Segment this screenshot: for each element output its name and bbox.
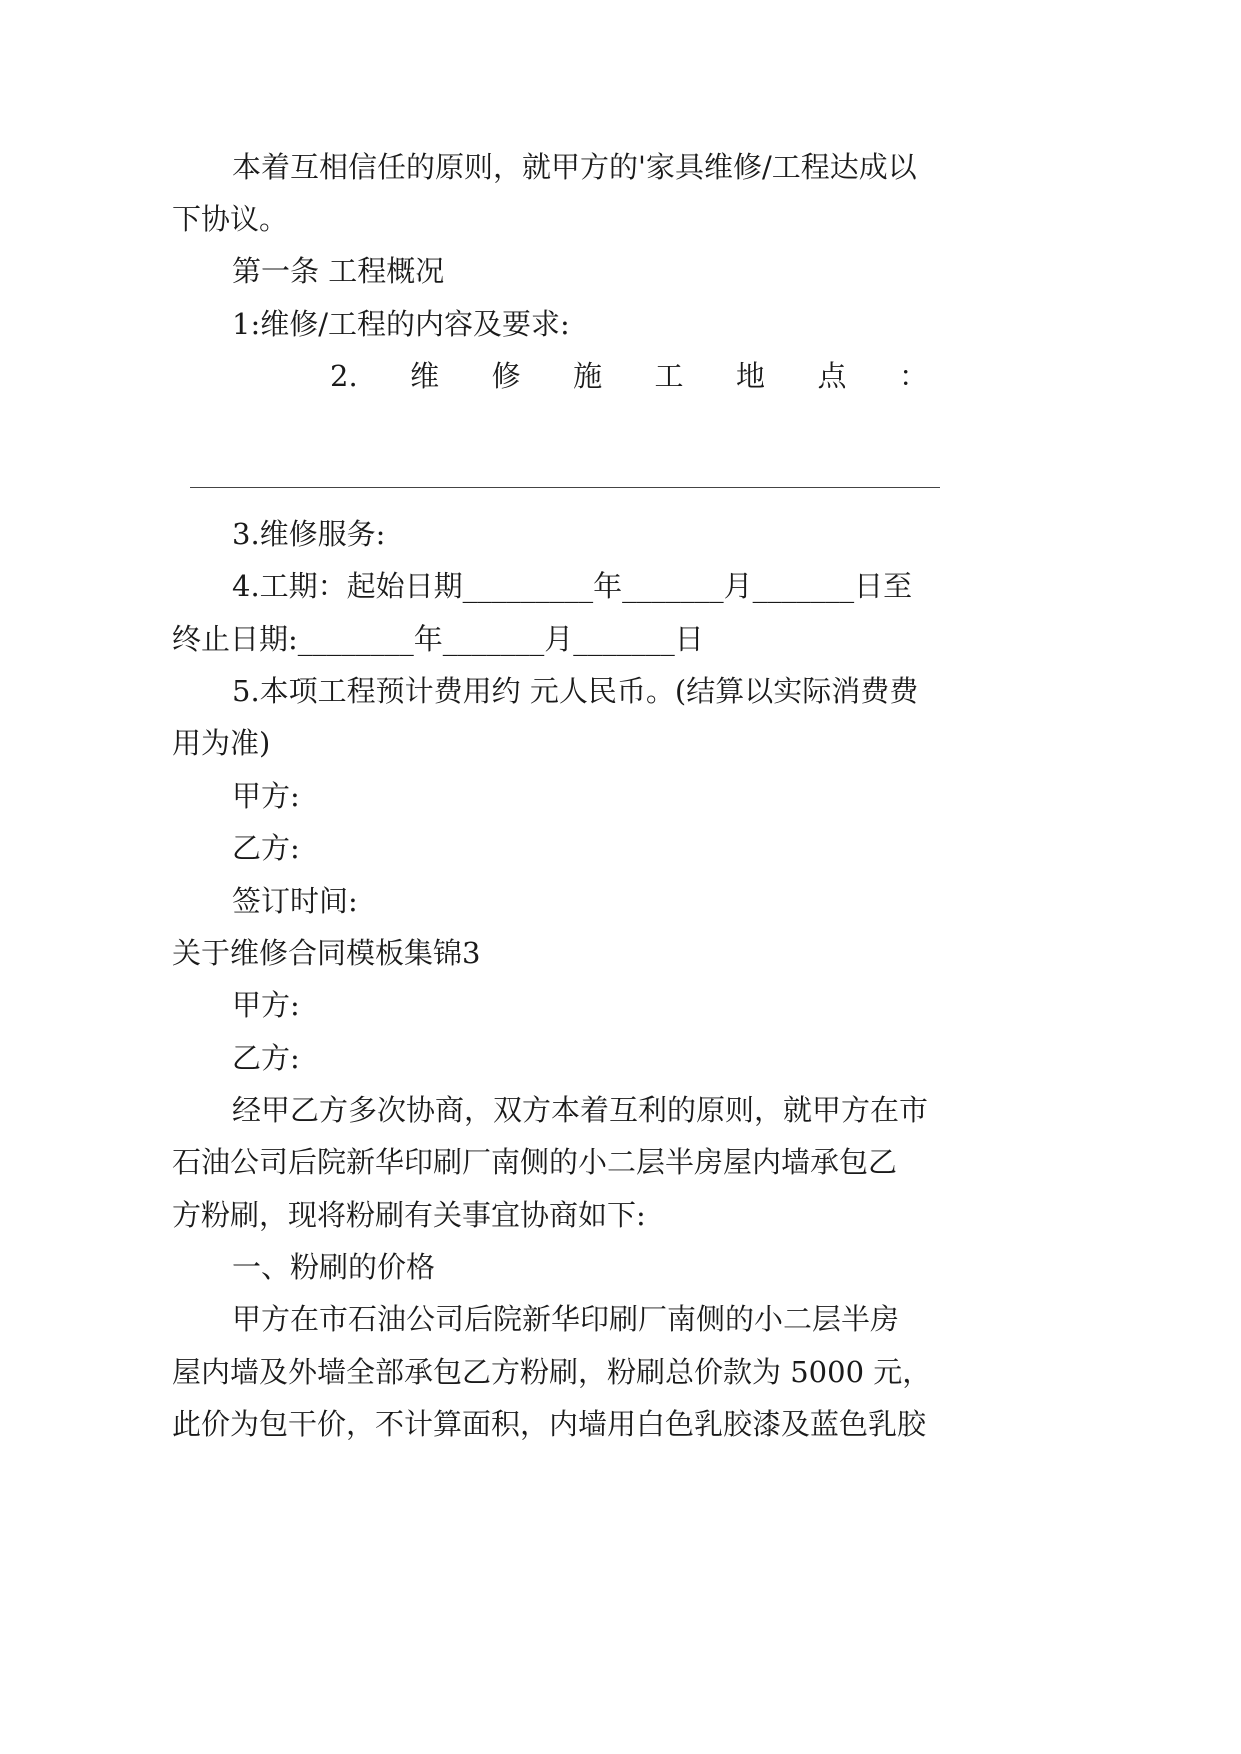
- article-heading: [0, 242, 1241, 300]
- char: 施: [573, 359, 603, 393]
- party-b-label-2: [0, 1029, 1241, 1087]
- text: 经甲乙方多次协商，双方本着互利的原则，就甲方在市: [232, 1093, 929, 1127]
- text: 1:维修/工程的内容及要求:: [232, 307, 570, 341]
- text: 用为准): [172, 726, 271, 760]
- text: 下协议。: [172, 202, 289, 236]
- text: 此价为包干价，不计算面积，内墙用白色乳胶漆及蓝色乳胶: [172, 1407, 927, 1441]
- text: 甲方在市石油公司后院新华印刷厂南侧的小二层半房: [232, 1302, 900, 1336]
- text: 5.本项工程预计费用约 元人民币。(结算以实际消费费: [232, 674, 919, 708]
- paragraph-2-line-3: [0, 1186, 1241, 1244]
- item-2-justified: [330, 347, 928, 405]
- text: 签订时间:: [232, 884, 358, 918]
- item-4-line-2: [0, 610, 1241, 668]
- paragraph-2-line-1: [0, 1081, 1241, 1139]
- text: 乙方:: [232, 1041, 300, 1075]
- fill-in-underline: [190, 487, 940, 488]
- char: ：: [898, 359, 928, 393]
- text: 第一条 工程概况: [232, 254, 445, 288]
- text: 终止日期:________年_______月_______日: [172, 622, 704, 656]
- text: 3.维修服务:: [232, 517, 386, 551]
- paragraph-3-line-1: [0, 1290, 1241, 1348]
- paragraph-3-line-2: [0, 1343, 1241, 1401]
- text: 乙方:: [232, 831, 300, 865]
- section-title: [0, 924, 1241, 982]
- char: 2.: [330, 359, 358, 393]
- item-5-line-1: [0, 662, 1241, 720]
- party-a-label-2: [0, 976, 1241, 1034]
- item-2: [0, 347, 1241, 405]
- sign-time-label: [0, 872, 1241, 930]
- paragraph-intro-line-2: [0, 190, 1241, 248]
- heading-price: [0, 1238, 1241, 1296]
- text: 本着互相信任的原则，就甲方的'家具维修/工程达成以: [232, 150, 917, 184]
- paragraph-2-line-2: [0, 1133, 1241, 1191]
- text: 一、粉刷的价格: [232, 1250, 436, 1284]
- item-1: [0, 295, 1241, 353]
- char: 维: [410, 359, 440, 393]
- text: 石油公司后院新华印刷厂南侧的小二层半房屋内墙承包乙: [172, 1145, 898, 1179]
- text: 方粉刷，现将粉刷有关事宜协商如下:: [172, 1198, 646, 1232]
- paragraph-intro-line-1: [0, 138, 1241, 196]
- item-5-line-2: [0, 714, 1241, 772]
- party-b-label: [0, 819, 1241, 877]
- text: 屋内墙及外墙全部承包乙方粉刷，粉刷总价款为 5000 元，: [172, 1355, 932, 1389]
- text: 甲方:: [232, 779, 300, 813]
- char: 工: [654, 359, 684, 393]
- text: 关于维修合同模板集锦3: [172, 936, 481, 970]
- item-3: [0, 505, 1241, 563]
- char: 地: [736, 359, 766, 393]
- text: 甲方:: [232, 988, 300, 1022]
- char: 修: [491, 359, 521, 393]
- text: 4.工期：起始日期_________年_______月_______日至: [232, 569, 913, 603]
- item-4-line-1: [0, 557, 1241, 615]
- char: 点: [817, 359, 847, 393]
- paragraph-3-line-3: [0, 1395, 1241, 1453]
- party-a-label: [0, 767, 1241, 825]
